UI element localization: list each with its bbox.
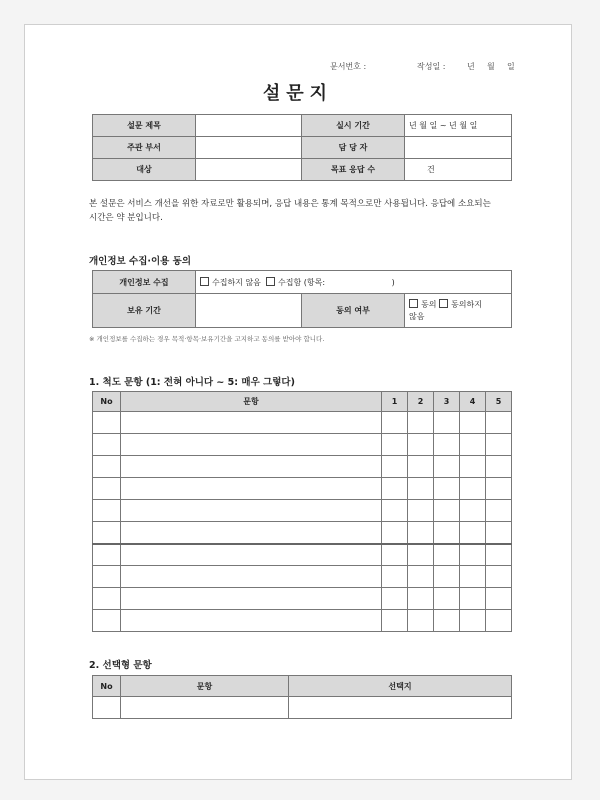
date-label: 작성일 : xyxy=(417,62,446,71)
scale-question-cell[interactable] xyxy=(121,588,382,610)
scale-no-cell[interactable] xyxy=(93,434,121,456)
scale-score-5-cell[interactable] xyxy=(486,610,512,632)
scale-question-cell[interactable] xyxy=(121,610,382,632)
scale-score-2-cell[interactable] xyxy=(408,588,434,610)
scale-no-cell[interactable] xyxy=(93,610,121,632)
table-row xyxy=(93,522,512,544)
table-row xyxy=(93,500,512,522)
date-year: 년 xyxy=(467,62,475,71)
collect-text: 수집함 (항목: xyxy=(278,277,326,287)
scale-col-2: 2 xyxy=(408,392,434,412)
scale-score-5-cell[interactable] xyxy=(486,412,512,434)
scale-score-3-cell[interactable] xyxy=(434,500,460,522)
period-field[interactable]: 년 월 일 ~ 년 월 일 xyxy=(405,115,512,137)
scale-score-2-cell[interactable] xyxy=(408,412,434,434)
dept-label: 주관 부서 xyxy=(93,137,196,159)
table-row xyxy=(93,434,512,456)
table-row xyxy=(93,610,512,632)
consent-label: 동의 여부 xyxy=(302,294,405,328)
choice-table xyxy=(92,675,512,719)
document-page xyxy=(24,24,572,780)
scale-score-4-cell[interactable] xyxy=(460,478,486,500)
scale-score-3-cell[interactable] xyxy=(434,412,460,434)
manager-label: 담 당 자 xyxy=(302,137,405,159)
scale-no-cell[interactable] xyxy=(93,456,121,478)
choice-col-options: 선택지 xyxy=(289,676,512,697)
choice-options-cell[interactable] xyxy=(289,697,512,719)
intro-paragraph xyxy=(89,197,509,225)
scale-question-cell[interactable] xyxy=(121,456,382,478)
agree-text: 동의 xyxy=(421,299,437,309)
scale-score-2-cell[interactable] xyxy=(408,522,434,544)
scale-score-5-cell[interactable] xyxy=(486,566,512,588)
no-collect-checkbox[interactable] xyxy=(200,277,209,286)
scale-score-1-cell[interactable] xyxy=(382,434,408,456)
table-row xyxy=(93,478,512,500)
scale-score-2-cell[interactable] xyxy=(408,478,434,500)
target-field[interactable] xyxy=(196,159,302,181)
scale-no-cell[interactable] xyxy=(93,544,121,566)
agree-checkbox[interactable] xyxy=(409,299,418,308)
scale-rows xyxy=(93,412,512,632)
scale-score-3-cell[interactable] xyxy=(434,544,460,566)
target-label: 대상 xyxy=(93,159,196,181)
survey-title-field[interactable] xyxy=(196,115,302,137)
scale-score-1-cell[interactable] xyxy=(382,500,408,522)
table-row xyxy=(93,588,512,610)
table-row xyxy=(93,544,512,566)
scale-score-2-cell[interactable] xyxy=(408,434,434,456)
privacy-note: ※ 개인정보를 수집하는 경우 목적·항목·보유기간을 고지하고 동의를 받아야 합니다. xyxy=(89,335,325,343)
scale-no-cell[interactable] xyxy=(93,500,121,522)
scale-question-cell[interactable] xyxy=(121,434,382,456)
intro-line-2: 시간은 약 분입니다. xyxy=(89,213,163,223)
scale-col-no: No xyxy=(93,392,121,412)
scale-score-2-cell[interactable] xyxy=(408,456,434,478)
scale-question-cell[interactable] xyxy=(121,566,382,588)
scale-score-3-cell[interactable] xyxy=(434,588,460,610)
scale-score-4-cell[interactable] xyxy=(460,544,486,566)
scale-score-1-cell[interactable] xyxy=(382,456,408,478)
privacy-heading: 개인정보 수집·이용 동의 xyxy=(89,256,191,267)
survey-title-label: 설문 제목 xyxy=(93,115,196,137)
survey-info-table xyxy=(92,114,512,181)
scale-score-4-cell[interactable] xyxy=(460,500,486,522)
scale-col-question: 문항 xyxy=(121,392,382,412)
scale-question-cell[interactable] xyxy=(121,412,382,434)
scale-score-4-cell[interactable] xyxy=(460,412,486,434)
scale-score-1-cell[interactable] xyxy=(382,478,408,500)
scale-question-cell[interactable] xyxy=(121,478,382,500)
table-row xyxy=(93,456,512,478)
table-row xyxy=(93,412,512,434)
collect-label: 개인정보 수집 xyxy=(93,271,196,294)
scale-score-1-cell[interactable] xyxy=(382,566,408,588)
scale-score-3-cell[interactable] xyxy=(434,610,460,632)
collect-checkbox[interactable] xyxy=(266,277,275,286)
scale-score-5-cell[interactable] xyxy=(486,434,512,456)
scale-no-cell[interactable] xyxy=(93,588,121,610)
date-month: 월 xyxy=(487,62,495,71)
scale-score-1-cell[interactable] xyxy=(382,544,408,566)
scale-col-1: 1 xyxy=(382,392,408,412)
scale-score-1-cell[interactable] xyxy=(382,610,408,632)
choice-heading: 2. 선택형 문항 xyxy=(89,660,152,671)
scale-col-5: 5 xyxy=(486,392,512,412)
scale-no-cell[interactable] xyxy=(93,566,121,588)
disagree-checkbox[interactable] xyxy=(439,299,448,308)
no-collect-text: 수집하지 않음 xyxy=(212,277,261,287)
scale-col-3: 3 xyxy=(434,392,460,412)
scale-no-cell[interactable] xyxy=(93,522,121,544)
period-label: 실시 기간 xyxy=(302,115,405,137)
choice-no-cell[interactable] xyxy=(93,697,121,719)
scale-score-2-cell[interactable] xyxy=(408,500,434,522)
scale-score-5-cell[interactable] xyxy=(486,544,512,566)
scale-score-5-cell[interactable] xyxy=(486,588,512,610)
doc-number-label: 문서번호 : xyxy=(330,62,367,71)
scale-score-3-cell[interactable] xyxy=(434,522,460,544)
scale-score-4-cell[interactable] xyxy=(460,588,486,610)
scale-score-4-cell[interactable] xyxy=(460,610,486,632)
scale-no-cell[interactable] xyxy=(93,412,121,434)
scale-score-3-cell[interactable] xyxy=(434,434,460,456)
goal-label: 목표 응답 수 xyxy=(302,159,405,181)
intro-line-1: 본 설문은 서비스 개선을 위한 자료로만 활용되며, 응답 내용은 통계 목적으로만 사용됩니다. 응답에 소요되는 xyxy=(89,199,491,209)
manager-field[interactable] xyxy=(405,137,512,159)
scale-score-5-cell[interactable] xyxy=(486,456,512,478)
scale-score-3-cell[interactable] xyxy=(434,478,460,500)
scale-col-4: 4 xyxy=(460,392,486,412)
table-row xyxy=(93,697,512,719)
scale-score-4-cell[interactable] xyxy=(460,566,486,588)
choice-question-cell[interactable] xyxy=(121,697,289,719)
scale-score-1-cell[interactable] xyxy=(382,412,408,434)
choice-col-no: No xyxy=(93,676,121,697)
scale-score-3-cell[interactable] xyxy=(434,456,460,478)
retention-label: 보유 기간 xyxy=(93,294,196,328)
scale-score-3-cell[interactable] xyxy=(434,566,460,588)
scale-score-2-cell[interactable] xyxy=(408,566,434,588)
scale-score-5-cell[interactable] xyxy=(486,478,512,500)
retention-field[interactable] xyxy=(196,294,302,328)
dept-field[interactable] xyxy=(196,137,302,159)
choice-col-question: 문항 xyxy=(121,676,289,697)
scale-table xyxy=(92,391,512,632)
scale-score-5-cell[interactable] xyxy=(486,500,512,522)
consent-options xyxy=(405,294,512,328)
collect-options xyxy=(196,271,512,294)
scale-heading: 1. 척도 문항 (1: 전혀 아니다 ~ 5: 매우 그렇다) xyxy=(89,377,295,388)
table-row xyxy=(93,566,512,588)
scale-no-cell[interactable] xyxy=(93,478,121,500)
scale-score-4-cell[interactable] xyxy=(460,522,486,544)
scale-score-1-cell[interactable] xyxy=(382,522,408,544)
collect-text-end: ) xyxy=(391,277,395,287)
scale-score-4-cell[interactable] xyxy=(460,456,486,478)
page-title: 설문지 xyxy=(262,83,334,104)
privacy-table xyxy=(92,270,512,328)
scale-score-1-cell[interactable] xyxy=(382,588,408,610)
date-day: 일 xyxy=(507,62,515,71)
scale-score-5-cell[interactable] xyxy=(486,522,512,544)
scale-score-2-cell[interactable] xyxy=(408,610,434,632)
scale-score-4-cell[interactable] xyxy=(460,434,486,456)
scale-question-cell[interactable] xyxy=(121,544,382,566)
disagree-text-2: 않음 xyxy=(409,311,425,321)
scale-question-cell[interactable] xyxy=(121,500,382,522)
scale-question-cell[interactable] xyxy=(121,522,382,544)
scale-score-2-cell[interactable] xyxy=(408,544,434,566)
disagree-text: 동의하지 xyxy=(451,299,482,309)
goal-field[interactable]: 건 xyxy=(405,159,512,181)
